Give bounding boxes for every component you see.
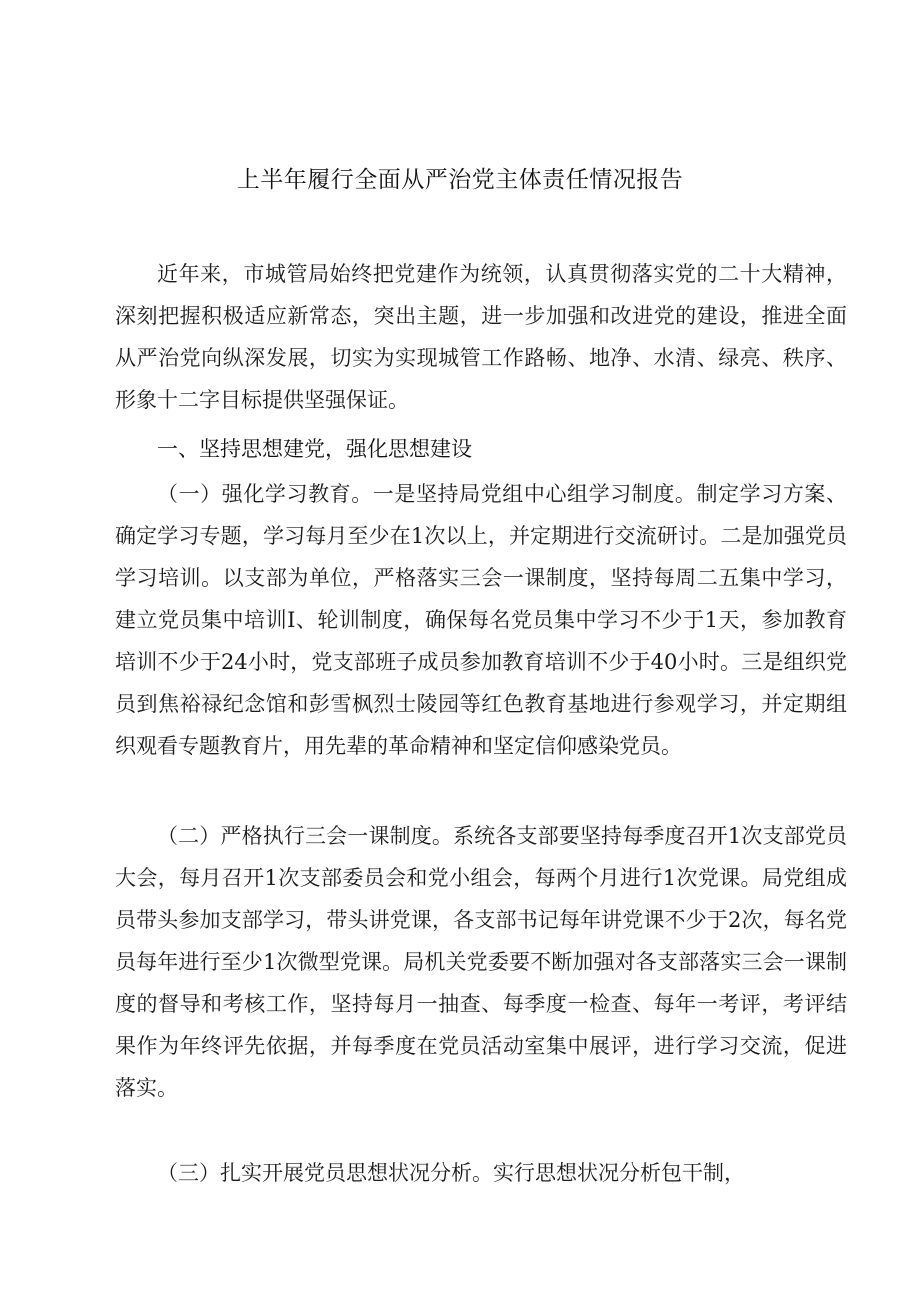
section-heading-1: 一、坚持思想建党，强化思想建设 [157, 437, 472, 461]
intro-paragraph: 近年来，市城管局始终把党建作为统领，认真贯彻落实党的二十大精神，深刻把握积极适应新常态，突出主题，进一步加强和改进党的建设，推进全面从严治党向纵深发展，切实为实现城管工作路畅、地净、水清、绿亮、秩序、形象十二字目标提供坚强保证。 [115, 262, 847, 412]
document-title: 上半年履行全面从严治党主体责任情况报告 [236, 167, 684, 193]
paragraph-item-1: （一）强化学习教育。一是坚持局党组中心组学习制度。制定学习方案、确定学习专题，学习每月至少在1次以上，并定期进行交流研讨。二是加强党员学习培训。以支部为单位，严格落实三会一课制度，坚持每周二五集中学习，建立党员集中培训I、轮训制度，确保每名党员集中学习不少于1天，参加教育培训不少于24小时，党支部班子成员参加教育培训不少于40小时。三是组织党员到焦裕禄纪念馆和彭雪枫烈士陵园等红色教育基地进行参观学习，并定期组织观看专题教育片，用先辈的革命精神和坚定信仰感染党员。 [115, 482, 847, 758]
paragraph-item-3: （三）扎实开展党员思想状况分析。实行思想状况分析包干制， [157, 1161, 745, 1185]
paragraph-item-2: （二）严格执行三会一课制度。系统各支部要坚持每季度召开1次支部党员大会，每月召开1次支部委员会和党小组会，每两个月进行1次党课。局党组成员带头参加支部学习，带头讲党课，各支部书记每年讲党课不少于2次，每名党员每年进行至少1次微型党课。局机关党委要不断加强对各支部落实三会一课制度的督导和考核工作，坚持每月一抽查、每季度一检查、每年一考评，考评结果作为年终评先依据，并每季度在党员活动室集中展评，进行学习交流，促进落实。 [115, 824, 847, 1100]
